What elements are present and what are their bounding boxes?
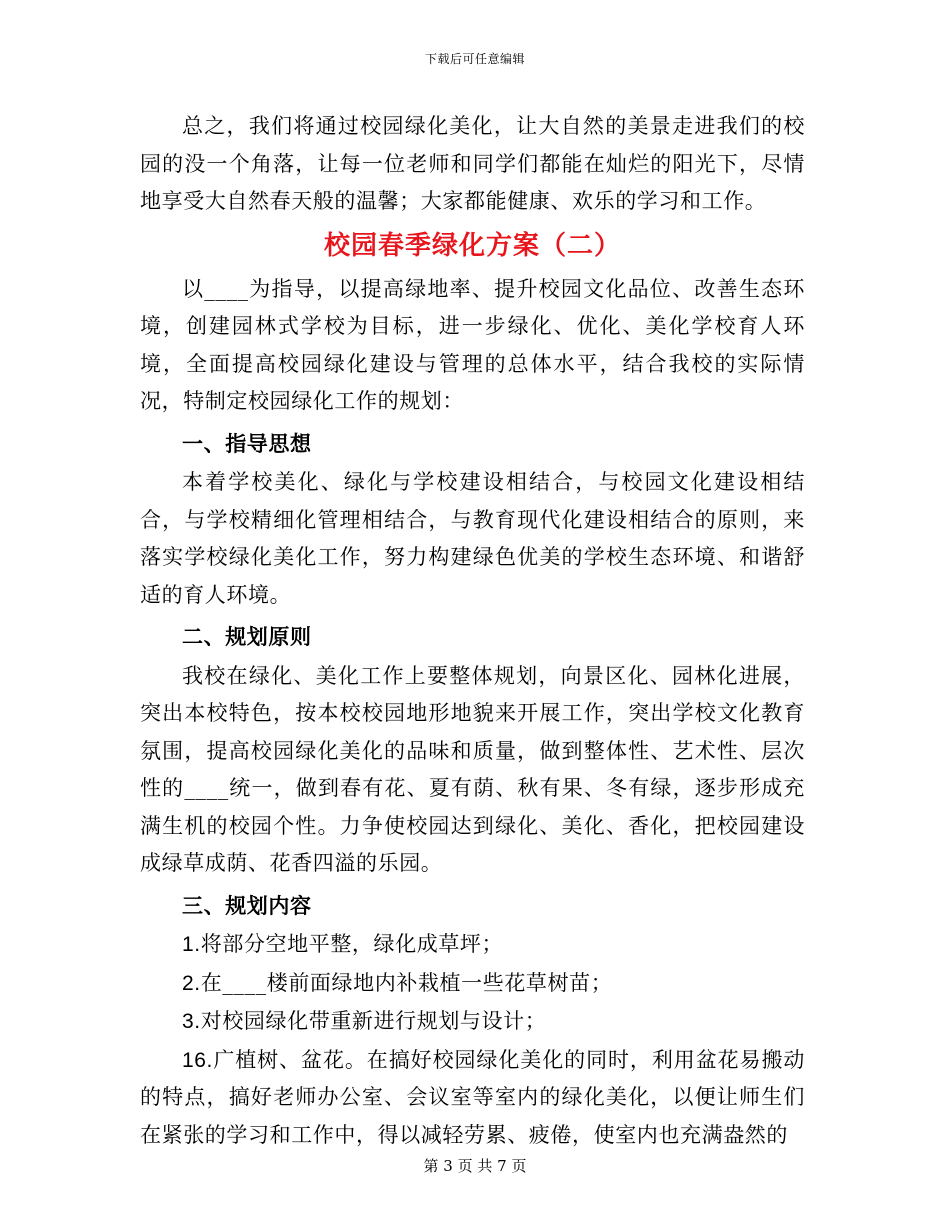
page-header: 下载后可任意编辑 xyxy=(424,52,525,66)
list-item xyxy=(140,1042,805,1155)
document-body xyxy=(140,108,805,1155)
planning-principles-paragraph: 我校在绿化、美化工作上要整体规划，向景区化、园林化进展，突出本校特色，按本校校园地形地貌来开展工作，突出学校文化教育氛围，提高校园绿化美化的品味和质量，做到整体性、艺术性、层次性的____统一，做到春有花、夏有荫、秋有果、冬有绿，逐步形成充满生机的校园个性。力争使校园达到绿化、美化、香化，把校园建设成绿草成荫、花香四溢的乐园。 xyxy=(140,663,805,875)
list-item-number: 16. xyxy=(182,1048,213,1072)
list-item-number: 1. xyxy=(182,933,201,956)
list-item-text: 在____楼前面绿地内补栽植一些花草树苗； xyxy=(200,970,613,995)
list-item-number: 3. xyxy=(182,1010,201,1033)
section-title: 校园春季绿化方案（二） xyxy=(323,230,621,261)
section-intro-paragraph: 以____为指导，以提高绿地率、提升校园文化品位、改善生态环境，创建园林式学校为目标，进一步绿化、优化、美化学校育人环境，全面提高校园绿化建设与管理的总体水平，结合我校的实际情况，特制定校园绿化工作的规划： xyxy=(140,276,805,413)
intro-paragraph: 总之，我们将通过校园绿化美化，让大自然的美景走进我们的校园的没一个角落，让每一位老师和同学们都能在灿烂的阳光下，尽情地享受大自然春天般的温馨；大家都能健康、欢乐的学习和工作。 xyxy=(140,114,805,213)
list-item xyxy=(140,926,805,964)
list-item-text: 将部分空地平整，绿化成草坪； xyxy=(200,932,504,956)
heading-planning-content: 三、规划内容 xyxy=(182,892,312,918)
list-item xyxy=(140,1003,805,1041)
list-item-text: 对校园绿化带重新进行规划与设计； xyxy=(200,1009,547,1033)
list-item xyxy=(140,965,805,1003)
page-footer: 第 3 页 共 7 页 xyxy=(423,1157,527,1175)
heading-planning-principles: 二、规划原则 xyxy=(182,624,312,649)
list-item-text: 广植树、盆花。在搞好校园绿化美化的同时，利用盆花易搬动的特点，搞好老师办公室、会议室等室内的绿化美化，以便让师生们在紧张的学习和工作中，得以减轻劳累、疲倦，使室内也充满盎然的 xyxy=(140,1047,805,1147)
guiding-ideology-paragraph: 本着学校美化、绿化与学校建设相结合，与校园文化建设相结合，与学校精细化管理相结合，与教育现代化建设相结合的原则，来落实学校绿化美化工作，努力构建绿色优美的学校生态环境、和谐舒适的育人环境。 xyxy=(140,470,805,607)
list-item-number: 2. xyxy=(182,971,201,995)
heading-guiding-ideology: 一、指导思想 xyxy=(182,430,312,456)
